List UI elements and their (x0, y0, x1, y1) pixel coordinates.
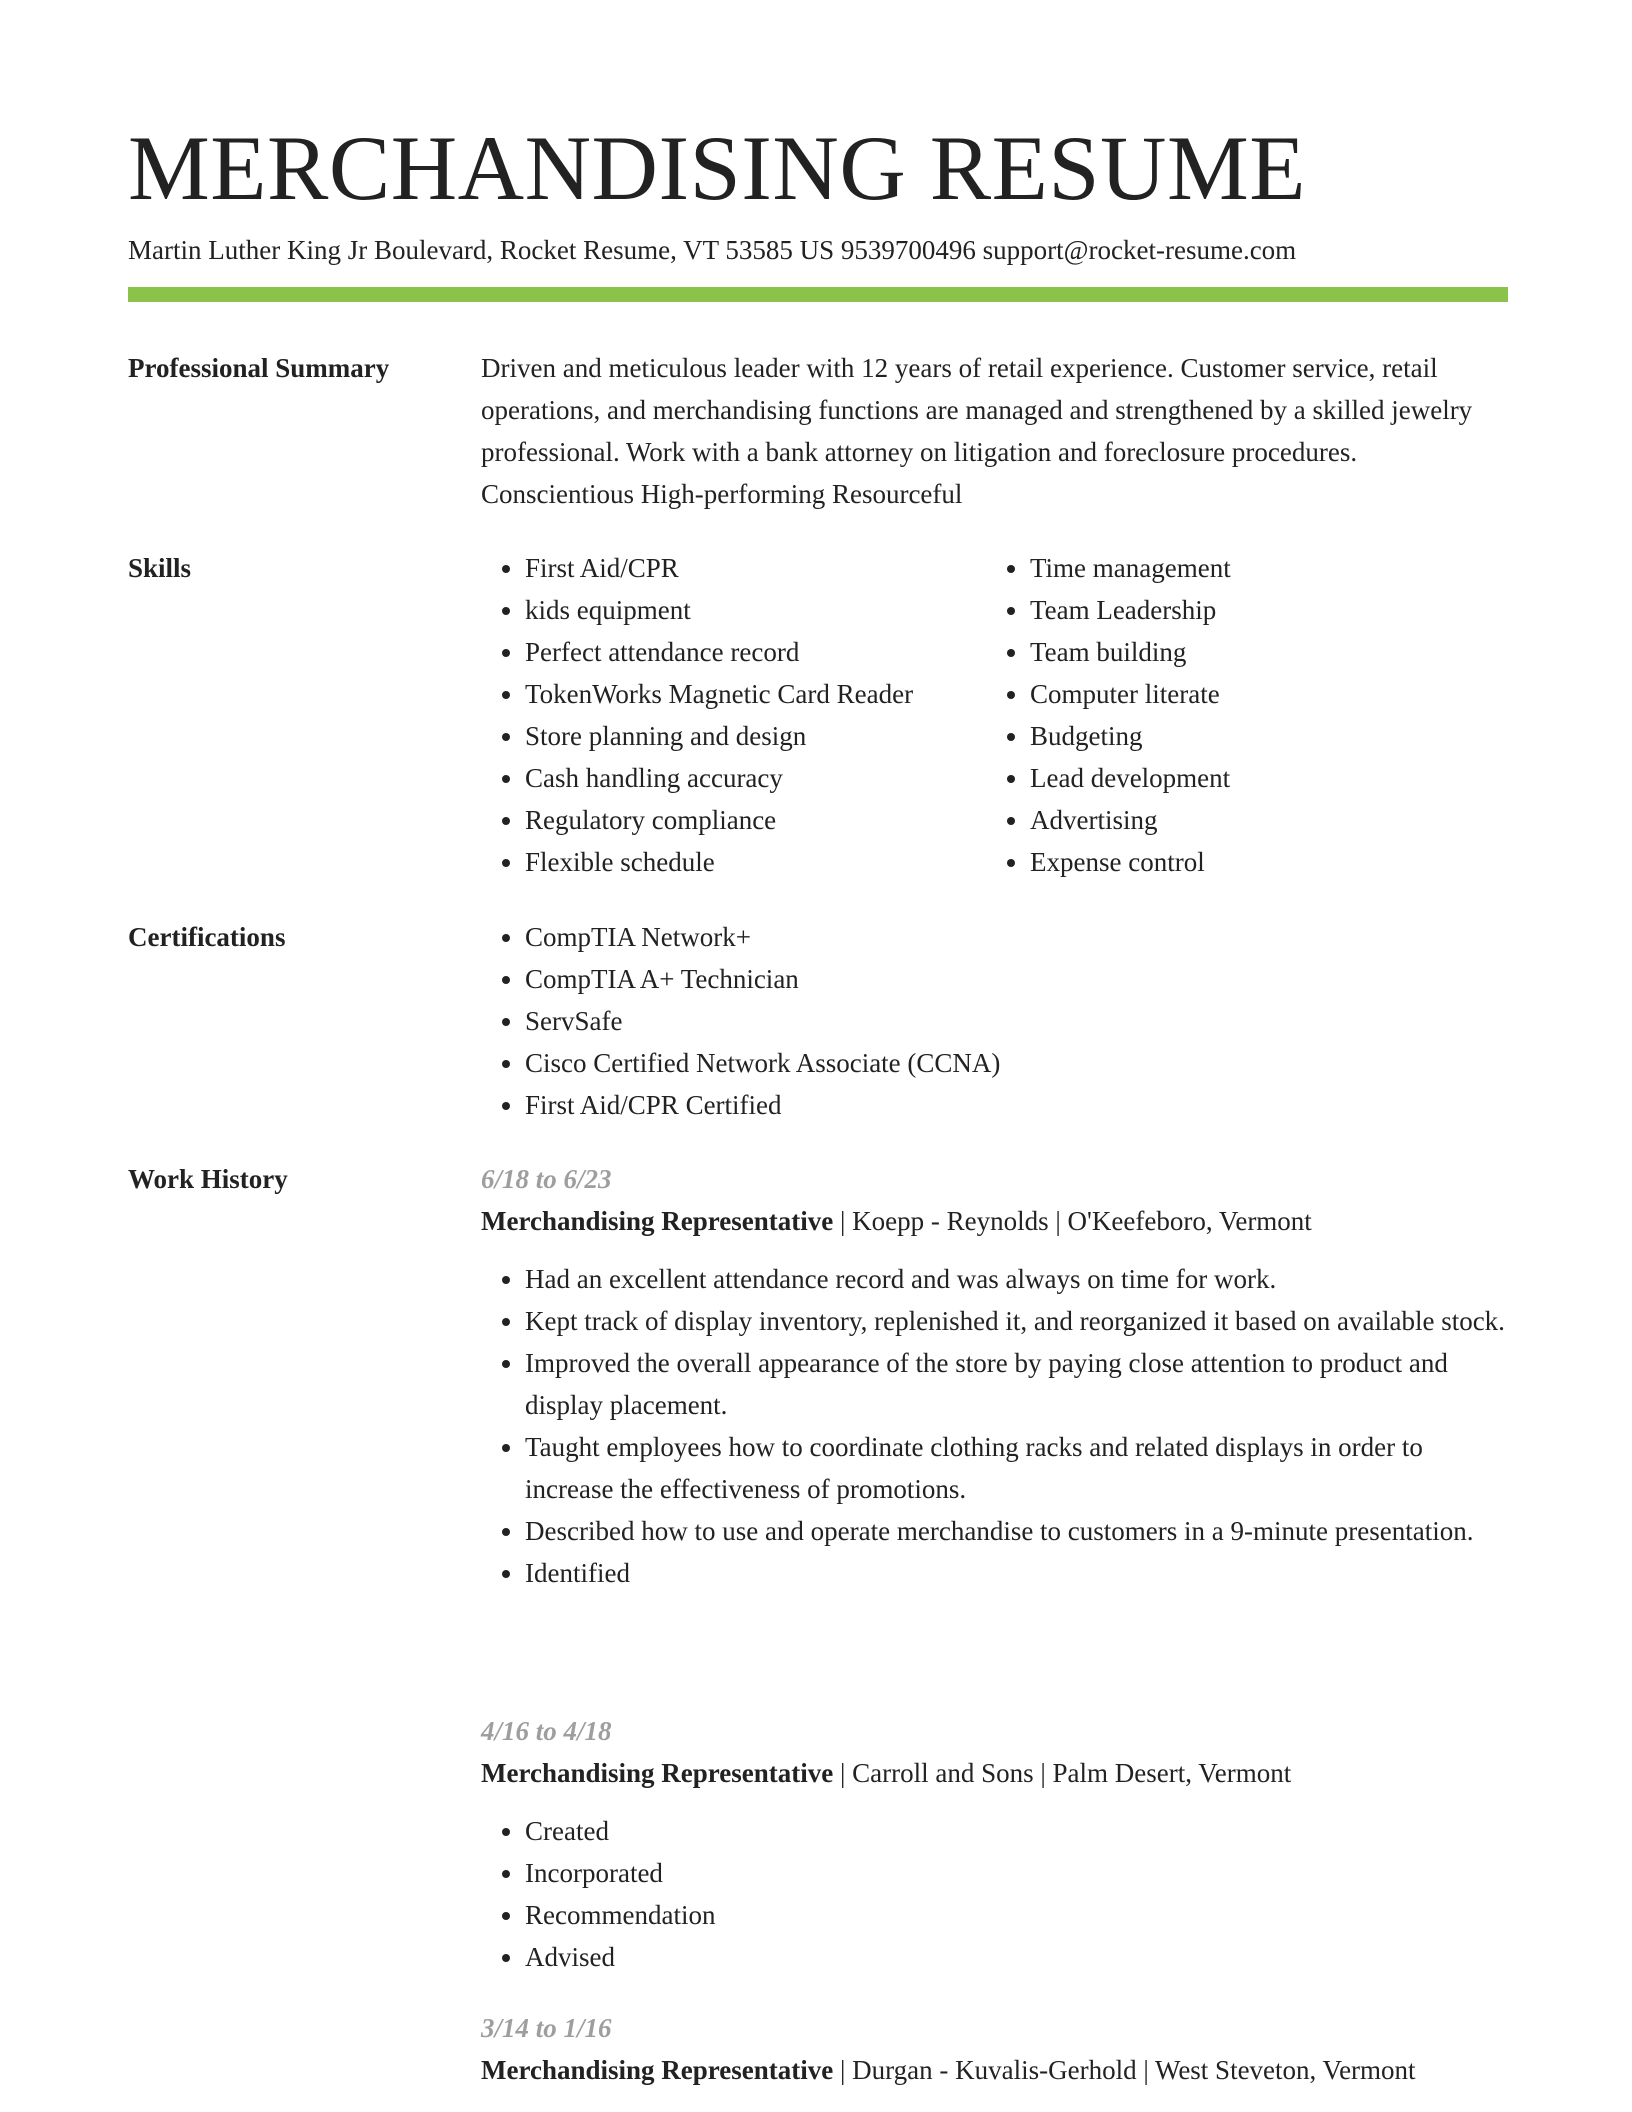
job-title: Merchandising Representative (481, 1206, 834, 1236)
certification-item: • First Aid/CPR Certified (525, 1084, 1508, 1126)
certifications-label: Certifications (128, 922, 286, 952)
skills-column-left (481, 547, 913, 883)
job-bullet-item: • Kept track of display inventory, replenished it, and reorganized it based on available stock. (525, 1300, 1508, 1342)
contact-line: Martin Luther King Jr Boulevard, Rocket Resume, VT 53585 US 9539700496 support@rocket-resume.com (128, 235, 1297, 265)
skill-item: • Store planning and design (525, 715, 913, 757)
job-heading (481, 2049, 1508, 2091)
job-title: Merchandising Representative (481, 1758, 834, 1788)
certification-item: • Cisco Certified Network Associate (CCNA) (525, 1042, 1508, 1084)
skill-item: • Expense control (1030, 841, 1231, 883)
summary-body (481, 347, 1508, 515)
certifications-list (481, 916, 1508, 1126)
skill-item: • Team building (1030, 631, 1231, 673)
job-details: | Durgan - Kuvalis-Gerhold | West Steveton, Vermont (833, 2055, 1416, 2085)
certification-item: • CompTIA Network+ (525, 916, 1508, 958)
job-bullets (481, 1258, 1508, 1594)
job-details: | Carroll and Sons | Palm Desert, Vermont (833, 1758, 1292, 1788)
skill-item: • Regulatory compliance (525, 799, 913, 841)
job-dates: 4/16 to 4/18 (481, 1716, 612, 1746)
job-bullet-item: • Identified (525, 1552, 1508, 1594)
work-history-label: Work History (128, 1164, 288, 1194)
job-bullet-item: • Described how to use and operate merchandise to customers in a 9-minute presentation. (525, 1510, 1508, 1552)
header-divider (128, 287, 1508, 302)
job-dates: 3/14 to 1/16 (481, 2013, 612, 2043)
skill-item: • Time management (1030, 547, 1231, 589)
skill-item: • First Aid/CPR (525, 547, 913, 589)
certifications-body (481, 916, 1508, 1126)
skills-label: Skills (128, 553, 192, 583)
job-bullet-item: • Advised (525, 1936, 1508, 1978)
certification-item: • CompTIA A+ Technician (525, 958, 1508, 1000)
job-bullets (481, 1810, 1508, 1978)
resume-title: MERCHANDISING RESUME (128, 117, 1306, 219)
job-bullet-item: • Recommendation (525, 1894, 1508, 1936)
skill-item: • Flexible schedule (525, 841, 913, 883)
job-heading (481, 1752, 1508, 1794)
job-bullet-item: • Had an excellent attendance record and was always on time for work. (525, 1258, 1508, 1300)
skill-item: • Advertising (1030, 799, 1231, 841)
skill-item: • Cash handling accuracy (525, 757, 913, 799)
skills-list-right (986, 547, 1231, 883)
job-dates: 6/18 to 6/23 (481, 1164, 612, 1194)
skill-item: • Computer literate (1030, 673, 1231, 715)
job-heading (481, 1200, 1508, 1242)
skill-item: • Lead development (1030, 757, 1231, 799)
skill-item: • kids equipment (525, 589, 913, 631)
skill-item: • Perfect attendance record (525, 631, 913, 673)
job-title: Merchandising Representative (481, 2055, 834, 2085)
job-entry (481, 2007, 1508, 2091)
skills-column-right (986, 547, 1231, 883)
job-bullet-item: • Incorporated (525, 1852, 1508, 1894)
job-bullet-item: • Improved the overall appearance of the store by paying close attention to product and display placement. (525, 1342, 1508, 1426)
skill-item: • Team Leadership (1030, 589, 1231, 631)
skill-item: • TokenWorks Magnetic Card Reader (525, 673, 913, 715)
skills-list-left (481, 547, 913, 883)
summary-text: Driven and meticulous leader with 12 years of retail experience. Customer service, retail operations, and merchandising functions are managed and strengthened by a skilled jewelry professional. Work with a bank attorney on litigation and foreclosure procedures. Conscientious High-performing Resourceful (481, 353, 1473, 509)
certification-item: • ServSafe (525, 1000, 1508, 1042)
skill-item: • Budgeting (1030, 715, 1231, 757)
job-bullet-item: • Created (525, 1810, 1508, 1852)
job-entry (481, 1710, 1508, 1978)
summary-label: Professional Summary (128, 353, 390, 383)
job-bullet-item: • Taught employees how to coordinate clothing racks and related displays in order to increase the effectiveness of promotions. (525, 1426, 1508, 1510)
job-details: | Koepp - Reynolds | O'Keefeboro, Vermont (833, 1206, 1312, 1236)
job-entry (481, 1158, 1508, 1594)
